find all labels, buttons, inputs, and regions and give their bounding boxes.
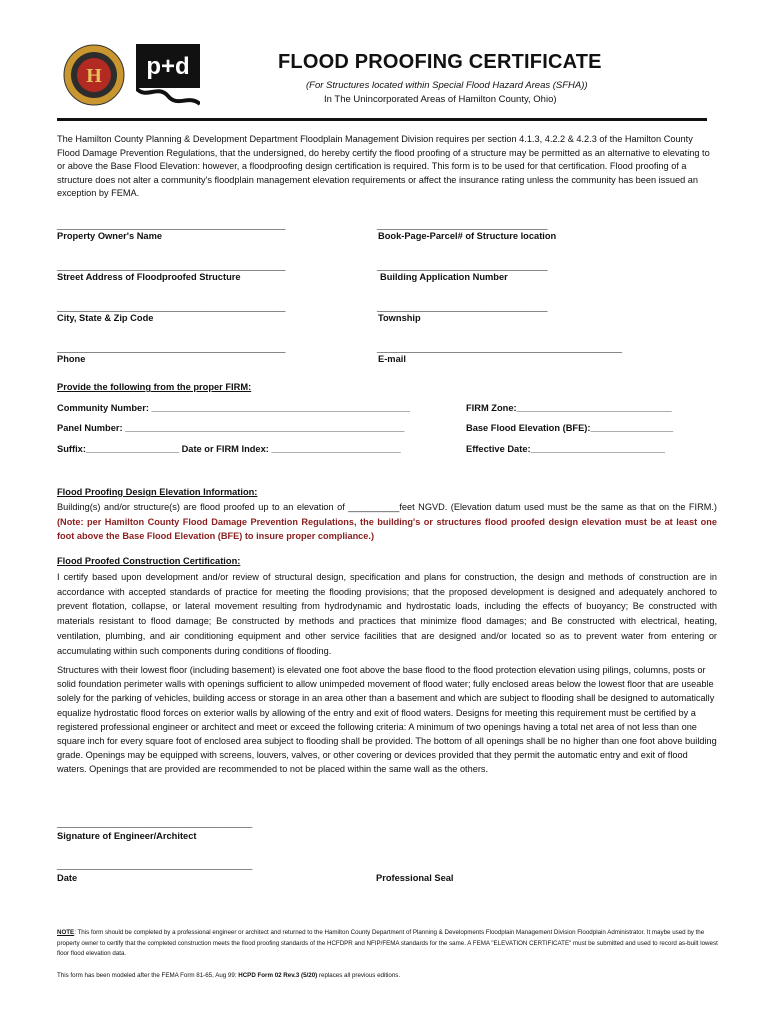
email-label: E-mail: [378, 354, 406, 364]
seal-letter: H: [86, 65, 102, 87]
date-line[interactable]: _______________________________________________: [57, 861, 253, 870]
engineer-signature-label: Signature of Engineer/Architect: [57, 831, 197, 841]
owner-name-line[interactable]: _______________________________________________________: [57, 221, 286, 230]
suffix-date-field[interactable]: Suffix:__________________ Date or FIRM Index: _________________________: [57, 444, 401, 454]
intro-paragraph: The Hamilton County Planning & Development Department Floodplain Management Division requires per section 4.1.3, 4.2.2 & 4.2.3 of the Hamilton County Flood Damage Prevention Regulations, that the undersigned, do hereby certify the flood proofing of a structure may be permitted as an alternative to elevating to or above the Base Flood Elevation: however, a floodproofing design certification is required. This form is to be used for that certification. Flood proofing of a structure does not alter a community's floodplain management elevation requirements or affect the insurance rating unless the community has been issued an exception by FEMA.: [57, 134, 710, 199]
book-page-parcel-line[interactable]: _________________________________________: [377, 221, 548, 230]
page-subtitle-location: In The Unincorporated Areas of Hamilton County, Ohio): [324, 94, 557, 105]
design-heading: Flood Proofing Design Elevation Information:: [57, 487, 258, 497]
building-app-label: Building Application Number: [380, 272, 508, 282]
township-label: Township: [378, 313, 421, 323]
county-seal-logo: [63, 44, 125, 106]
footer-form-id: HCPD Form 02 Rev.3 (5/20): [238, 972, 318, 979]
engineer-signature-line[interactable]: _______________________________________________: [57, 819, 253, 828]
pd-logo: [136, 44, 200, 106]
firm-heading: Provide the following from the proper FIRM:: [57, 382, 252, 392]
bfe-field[interactable]: Base Flood Elevation (BFE):________________: [466, 423, 674, 433]
footer-note: [57, 928, 722, 960]
pd-logo-text: p+d: [146, 53, 190, 80]
building-app-line[interactable]: _________________________________________: [377, 262, 548, 271]
construction-heading: Flood Proofed Construction Certification:: [57, 556, 241, 566]
street-address-line[interactable]: _______________________________________________________: [57, 262, 286, 271]
construction-para-1: I certify based upon development and/or review of structural design, specification and plans for construction, the design and methods of construction are in accordance with accepted standards of practice for meeting the flooding provisions; that the proposed development is designed and adequately anchored to prevent flotation, collapse, or lateral movement resulting from hydrodynamic and hydrostatic loads, including the effects of buoyancy; Be constructed with materials resistant to flood damage; Be constructed by methods and practices that minimize flood damages; and Be constructed with electrical, heating, ventilation, plumbing, and air conditioning equipment and other service facilities that are designed and/or located so as to prevent water from entering or accumulating within such components during conditions of flooding.: [57, 572, 717, 656]
footer-note-text: : This form should be completed by a professional engineer or architect and returned to the Hamilton County Department of Planning & Developments Floodplain Management Division Floodplain Administrator. It maybe used by the property owner to certify that the completed construction meets the flood proofing standards of the HCFDPR and NFIP/FEMA standards for the same. A FEMA "ELEVATION CERTIFICATE" must be submitted and used to record as-built lowest floor flood elevation data.: [57, 929, 718, 957]
phone-line[interactable]: _______________________________________________________: [57, 344, 286, 353]
date-label: Date: [57, 873, 78, 883]
phone-label: Phone: [57, 354, 86, 364]
footer-note-label: NOTE: [57, 929, 75, 936]
header-divider: [57, 118, 707, 121]
page-title: FLOOD PROOFING CERTIFICATE: [278, 51, 602, 73]
panel-number-field[interactable]: Panel Number: ______________________________________________________: [57, 423, 405, 433]
email-line[interactable]: ___________________________________________________________: [377, 344, 622, 353]
footer-replaces: replaces all previous editions.: [317, 972, 401, 979]
page-subtitle: (For Structures located within Special Flood Hazard Areas (SFHA)): [306, 80, 588, 91]
firm-zone-field[interactable]: FIRM Zone:______________________________: [466, 403, 672, 413]
city-state-zip-label: City, State & Zip Code: [57, 313, 154, 323]
book-page-parcel-label: Book-Page-Parcel# of Structure location: [378, 231, 557, 241]
township-line[interactable]: _________________________________________: [377, 303, 548, 312]
city-state-zip-line[interactable]: _______________________________________________________: [57, 303, 286, 312]
street-address-label: Street Address of Floodproofed Structure: [57, 272, 241, 282]
footer-model: [57, 971, 400, 982]
effective-date-field[interactable]: Effective Date:__________________________: [466, 444, 666, 454]
design-paragraph: [57, 500, 717, 544]
design-note: (Note: per Hamilton County Flood Damage Prevention Regulations, the building's or structures flood proofed design elevation must be at least one foot above the Base Flood Elevation (BFE) to insure proper compliance.): [57, 516, 717, 542]
owner-name-label: Property Owner's Name: [57, 231, 163, 241]
design-text: Building(s) and/or structure(s) are flood proofed up to an elevation of __________feet NGVD. (Elevation datum used must be the same as that on the FIRM.): [57, 502, 717, 512]
community-number-field[interactable]: Community Number: __________________________________________________: [57, 403, 411, 413]
construction-para-2: Structures with their lowest floor (including basement) is elevated one foot above the base flood to the flood protection elevation using pilings, columns, posts or solid foundation perimeter walls with openings sufficient to allow unimpeded movement of flood water; fully enclosed areas below the lowest floor that are useable solely for the parking of vehicles, building access or storage in an area other than a basement and which are subject to flooding shall be designed to automatically equalize hydrostatic flood forces on exterior walls by allowing of the entry and exit of flood waters. Designs for meeting this requirement must be certified by a registered professional engineer or architect and meet or exceed the following criteria: A minimum of two openings having a total net area of not less than one square inch for every square foot of enclosed area subject to flooding shall be provided. The bottom of all openings shall be no higher than one foot above building grade. Openings may be equipped with screens, louvers, valves, or other covering or devices provided that they permit the automatic entry and exit of flood waters. Openings that are provided are recommended to not be placed within the same wall as the others.: [57, 665, 717, 775]
professional-seal-label: Professional Seal: [376, 873, 454, 883]
footer-model-text: This form has been modeled after the FEMA Form 81-65, Aug 99:: [57, 972, 239, 979]
